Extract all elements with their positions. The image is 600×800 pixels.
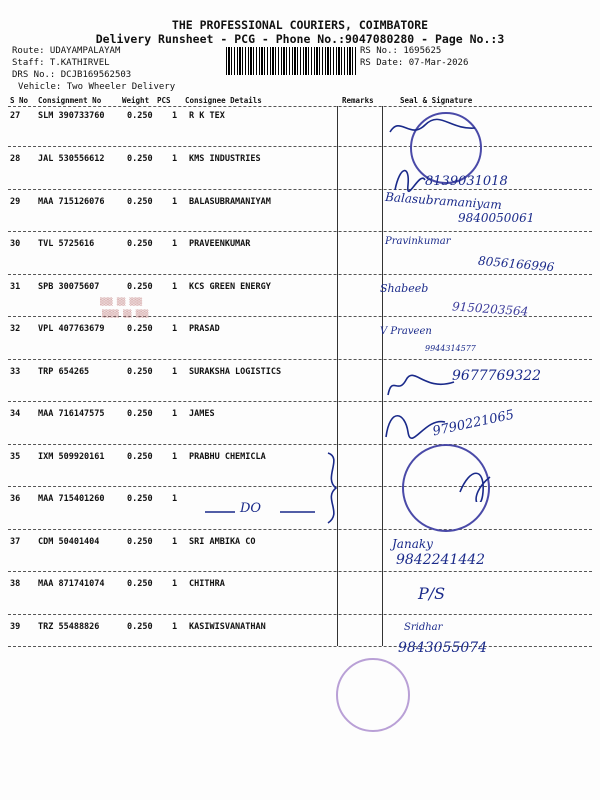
runsheet-title: Delivery Runsheet - PCG - Phone No.:9047080280 - Page No.:3 <box>95 32 505 46</box>
handwritten-phone: 9150203564 <box>451 299 529 319</box>
handwritten-phone: 9842241442 <box>396 552 486 568</box>
table-row-consignee: JAMES <box>189 409 215 419</box>
table-row-consignment: VPL 407763679 <box>38 324 105 334</box>
row-divider <box>8 189 592 190</box>
table-row-weight: 0.250 <box>127 154 153 164</box>
handwritten-name: Balasubramaniyam <box>384 189 503 213</box>
col-sno: S No <box>10 96 29 105</box>
table-row-pcs: 1 <box>172 452 178 462</box>
table-row-consignee: R K TEX <box>189 111 225 121</box>
handwritten-name: V Praveen <box>380 326 432 337</box>
table-row-pcs: 1 <box>172 197 178 207</box>
faint-stamp-mark: ▒▒▒ ▒▒ ▒▒▒ <box>100 298 143 306</box>
remarks-left-border <box>337 106 338 646</box>
table-row-sno: 37 <box>10 537 21 547</box>
rs-number: RS No.: 1695625 <box>360 46 442 56</box>
table-row-sno: 38 <box>10 579 21 589</box>
row-divider <box>8 529 592 530</box>
table-row-weight: 0.250 <box>127 111 153 121</box>
table-row-consignment: MAA 715401260 <box>38 494 105 504</box>
table-row-consignment: TVL 5725616 <box>38 239 95 249</box>
table-row-sno: 34 <box>10 409 21 419</box>
handwritten-name: Sridhar <box>404 622 443 633</box>
staff-label: Staff: T.KATHIRVEL <box>12 58 110 68</box>
table-row-sno: 29 <box>10 197 21 207</box>
row-divider <box>8 274 592 275</box>
handwritten-phone: 9790221065 <box>431 407 516 440</box>
table-row-sno: 31 <box>10 282 21 292</box>
table-row-sno: 32 <box>10 324 21 334</box>
table-row-consignment: TRZ 55488826 <box>38 622 100 632</box>
table-row-pcs: 1 <box>172 324 178 334</box>
vehicle-label: Vehicle: Two Wheeler Delivery <box>18 82 176 92</box>
company-title: THE PROFESSIONAL COURIERS, COIMBATORE <box>171 18 429 32</box>
table-row-consignee: BALASUBRAMANIYAM <box>189 197 271 207</box>
table-row-sno: 39 <box>10 622 21 632</box>
table-row-consignee: PRASAD <box>189 324 220 334</box>
table-row-consignee: SRI AMBIKA CO <box>189 537 256 547</box>
col-remarks: Remarks <box>342 96 374 105</box>
rs-date: RS Date: 07-Mar-2026 <box>360 58 469 68</box>
table-row-weight: 0.250 <box>127 239 153 249</box>
table-row-pcs: 1 <box>172 154 178 164</box>
handwritten-name: Pravinkumar <box>385 236 451 247</box>
header-divider <box>8 106 592 107</box>
handwritten-note: P/S <box>418 584 446 603</box>
table-row-pcs: 1 <box>172 282 178 292</box>
table-row-consignment: TRP 654265 <box>38 367 90 377</box>
table-row-consignee: PRABHU CHEMICLA <box>189 452 266 462</box>
table-row-weight: 0.250 <box>127 409 153 419</box>
row-divider <box>8 146 592 147</box>
handwritten-phone: 9944314577 <box>425 344 476 353</box>
drs-label: DRS No.: DCJB169562503 <box>12 70 132 80</box>
table-row-sno: 28 <box>10 154 21 164</box>
table-row-weight: 0.250 <box>127 367 153 377</box>
table-row-pcs: 1 <box>172 111 178 121</box>
remarks-right-border <box>382 106 383 646</box>
table-row-weight: 0.250 <box>127 324 153 334</box>
col-seal: Seal & Signature <box>400 96 473 105</box>
table-row-sno: 27 <box>10 111 21 121</box>
table-row-weight: 0.250 <box>127 197 153 207</box>
faint-stamp-mark: ▒▒▒▒ ▒▒ ▒▒▒ <box>102 310 149 318</box>
row-divider <box>8 571 592 572</box>
handwritten-phone: 9677769322 <box>452 368 542 384</box>
table-row-sno: 35 <box>10 452 21 462</box>
barcode <box>226 47 356 75</box>
table-bottom-border <box>8 646 592 647</box>
table-row-consignee: KCS GREEN ENERGY <box>189 282 271 292</box>
table-row-consignee: SURAKSHA LOGISTICS <box>189 367 282 377</box>
handwritten-phone: 9840050061 <box>458 211 535 225</box>
table-row-pcs: 1 <box>172 239 178 249</box>
table-row-consignment: CDM 50401404 <box>38 537 100 547</box>
table-row-consignee: KASIWISVANATHAN <box>189 622 266 632</box>
table-row-weight: 0.250 <box>127 622 153 632</box>
table-row-weight: 0.250 <box>127 452 153 462</box>
table-row-consignee: CHITHRA <box>189 579 225 589</box>
handwritten-name: Janaky <box>392 537 433 551</box>
handwritten-ditto: DO <box>240 501 262 516</box>
table-row-consignment: MAA 871741074 <box>38 579 105 589</box>
faint-round-stamp <box>336 658 410 732</box>
table-row-sno: 33 <box>10 367 21 377</box>
table-row-sno: 36 <box>10 494 21 504</box>
col-consignee: Consignee Details <box>185 96 262 105</box>
handwritten-phone: 8139031018 <box>425 174 508 189</box>
row-divider <box>8 231 592 232</box>
row-divider <box>8 401 592 402</box>
row-divider <box>8 444 592 445</box>
table-row-consignment: IXM 509920161 <box>38 452 105 462</box>
table-row-consignment: MAA 715126076 <box>38 197 105 207</box>
table-row-pcs: 1 <box>172 537 178 547</box>
handwritten-name: Shabeeb <box>380 282 429 295</box>
table-row-consignment: SPB 30075607 <box>38 282 100 292</box>
table-row-pcs: 1 <box>172 579 178 589</box>
table-row-pcs: 1 <box>172 622 178 632</box>
col-pcs: PCS <box>157 96 171 105</box>
handwritten-phone: 8056166996 <box>477 253 555 275</box>
table-row-consignment: SLM 390733760 <box>38 111 105 121</box>
row-divider <box>8 359 592 360</box>
route-label: Route: UDAYAMPALAYAM <box>12 46 121 56</box>
table-row-consignee: KMS INDUSTRIES <box>189 154 261 164</box>
table-row-consignee: PRAVEENKUMAR <box>189 239 251 249</box>
ditto-bracket <box>318 448 348 528</box>
table-row-sno: 30 <box>10 239 21 249</box>
handwritten-phone: 9843055074 <box>398 640 488 656</box>
table-row-weight: 0.250 <box>127 579 153 589</box>
table-row-consignment: MAA 716147575 <box>38 409 105 419</box>
col-weight: Weight <box>122 96 150 105</box>
table-row-pcs: 1 <box>172 367 178 377</box>
table-row-weight: 0.250 <box>127 282 153 292</box>
col-consignment: Consignment No <box>38 96 102 105</box>
table-row-pcs: 1 <box>172 409 178 419</box>
signature <box>455 462 495 502</box>
row-divider <box>8 614 592 615</box>
table-row-weight: 0.250 <box>127 537 153 547</box>
row-divider <box>8 486 592 487</box>
signature <box>380 110 490 145</box>
table-row-weight: 0.250 <box>127 494 153 504</box>
table-row-pcs: 1 <box>172 494 178 504</box>
table-row-consignment: JAL 530556612 <box>38 154 105 164</box>
